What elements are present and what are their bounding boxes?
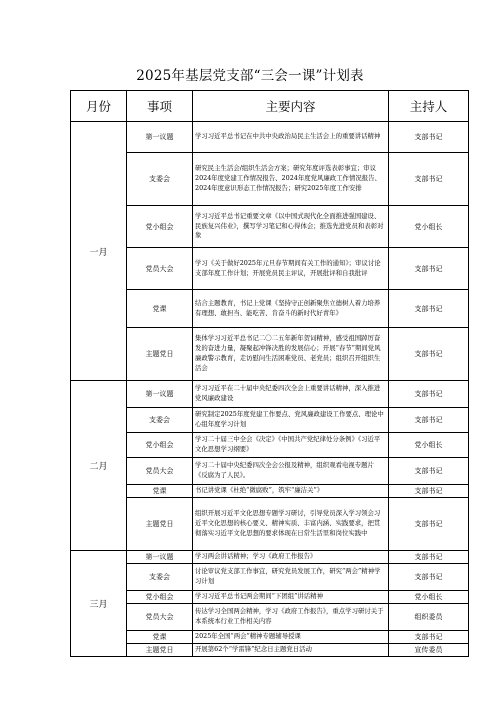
table-row <box>71 564 469 591</box>
host-cell: 支部书记 <box>389 485 469 498</box>
table-row <box>71 248 469 290</box>
table-row <box>71 485 469 498</box>
table-row <box>71 551 469 564</box>
item-cell: 第一议题 <box>127 122 193 153</box>
item-cell: 党课 <box>127 290 193 328</box>
content-cell: 讨论审议党支部工作事宜，研究党员发展工作，研究“两会”精神学习计划 <box>193 564 389 591</box>
host-cell: 支部书记 <box>389 631 469 644</box>
table-row <box>71 644 469 657</box>
page-title: 2025年基层党支部“三会一课”计划表 <box>136 68 364 84</box>
host-cell: 党小组长 <box>389 206 469 248</box>
host-cell: 宣传委员 <box>389 644 469 657</box>
content-cell: 研究制定2025年度党建工作要点、党风廉政建设工作要点、理论中心组年度学习计划 <box>193 408 389 433</box>
content-cell: 学习习近平总书记在中共中央政治局民主生活会上的重要讲话精神 <box>193 122 389 153</box>
table-row <box>71 498 469 551</box>
content-cell: 集体学习习近平总书记二〇二五年新年贺词精神，感受祖国踔厉奋发的奋进力量，凝聚起冲锋决胜的发展信心；开展“春节”期间党风廉政警示教育，走访慰问生活困难党员、老党员；组织召开组织生活会 <box>193 328 389 381</box>
host-cell: 支部书记 <box>389 381 469 408</box>
host-cell: 支部书记 <box>389 498 469 551</box>
content-cell: 学习两会讲话精神；学习《政府工作报告》 <box>193 551 389 564</box>
host-cell: 支部书记 <box>389 153 469 206</box>
item-cell: 党小组会 <box>127 433 193 458</box>
content-cell: 学习《关于做好2025年元旦春节期间有关工作的通知》；审议讨论支部年度工作计划；开展党员民主评议，开展批评和自我批评 <box>193 248 389 290</box>
table-row <box>71 408 469 433</box>
item-cell: 支委会 <box>127 153 193 206</box>
content-cell: 学习二十届中央纪委四次全会公报及精神，组织观看电视专题片《反腐为了人民》。 <box>193 458 389 485</box>
content-cell: 学习习近平在二十届中央纪委四次全会上重要讲话精神，深入推进党风廉政建设 <box>193 381 389 408</box>
content-cell: 学习习近平总书记重要文章《以中国式现代化全面推进强国建设、民族复兴伟业》，撰写学习笔记和心得体会；推选先进党员和表彰对象 <box>193 206 389 248</box>
host-cell: 支部书记 <box>389 248 469 290</box>
item-cell: 主题党日 <box>127 498 193 551</box>
month-cell: 一月 <box>71 122 127 381</box>
item-cell: 党小组会 <box>127 206 193 248</box>
host-cell: 支部书记 <box>389 122 469 153</box>
table-row <box>71 328 469 381</box>
item-cell: 党员大会 <box>127 248 193 290</box>
content-cell: 结合主题教育，书记上党课《坚持守正创新聚焦立德树人着力培养有理想、敢担当、能吃苦、肯奋斗的新时代好青年》 <box>193 290 389 328</box>
month-cell: 二月 <box>71 381 127 551</box>
table-row <box>71 381 469 408</box>
table-row <box>71 290 469 328</box>
item-cell: 第一议题 <box>127 551 193 564</box>
item-cell: 主题党日 <box>127 644 193 657</box>
header-month: 月份 <box>71 91 127 122</box>
item-cell: 支委会 <box>127 408 193 433</box>
item-cell: 党员大会 <box>127 458 193 485</box>
host-cell: 支部书记 <box>389 328 469 381</box>
table-row <box>71 458 469 485</box>
item-cell: 主题党日 <box>127 328 193 381</box>
table-row <box>71 153 469 206</box>
item-cell: 党员大会 <box>127 604 193 631</box>
header-row <box>71 91 469 122</box>
item-cell: 第一议题 <box>127 381 193 408</box>
content-cell: 书记讲党课《杜绝“微腐败”，筑牢“廉洁关”》 <box>193 485 389 498</box>
content-cell: 2025年全国“两会”精神专题辅导授课 <box>193 631 389 644</box>
content-cell: 开展第62个“学雷锋”纪念日主题党日活动 <box>193 644 389 657</box>
plan-table <box>70 90 469 657</box>
header-content: 主要内容 <box>193 91 389 122</box>
item-cell: 党课 <box>127 631 193 644</box>
host-cell: 支部书记 <box>389 290 469 328</box>
header-host: 主持人 <box>389 91 469 122</box>
host-cell: 组织委员 <box>389 604 469 631</box>
table-row <box>71 122 469 153</box>
content-cell: 研究民主生活会/组织生活会方案；研究年度评选表彰事宜；审议2024年度党建工作情况报告、2024年度党风廉政工作情况报告、2024年度意识形态工作情况报告；研究2025年度工作安排 <box>193 153 389 206</box>
content-cell: 学习习近平总书记两会期间“下团组”讲话精神 <box>193 591 389 604</box>
content-cell: 学习二十届三中全会《决定》《中国共产党纪律处分条例》《习近平文化思想学习纲要》 <box>193 433 389 458</box>
host-cell: 党小组长 <box>389 433 469 458</box>
item-cell: 党课 <box>127 485 193 498</box>
table-row <box>71 604 469 631</box>
table-row <box>71 433 469 458</box>
host-cell: 支部书记 <box>389 551 469 564</box>
item-cell: 党小组会 <box>127 591 193 604</box>
content-cell: 传达学习全国两会精神，学习《政府工作报告》，重点学习研讨关于本系统本行业工作相关内容 <box>193 604 389 631</box>
table-row <box>71 631 469 644</box>
table-row <box>71 591 469 604</box>
host-cell: 支部书记 <box>389 564 469 591</box>
header-item: 事项 <box>127 91 193 122</box>
host-cell: 支部书记 <box>389 458 469 485</box>
host-cell: 支部书记 <box>389 408 469 433</box>
item-cell: 支委会 <box>127 564 193 591</box>
host-cell: 党小组长 <box>389 591 469 604</box>
month-cell: 三月 <box>71 551 127 657</box>
table-row <box>71 206 469 248</box>
content-cell: 组织开展习近平文化思想专题学习研讨，引导党员深入学习领会习近平文化思想的核心要义、精神实质、丰富内涵、实践要求，把贯彻落实习近平文化思想的要求体现在日常生活里和岗位实践中 <box>193 498 389 551</box>
